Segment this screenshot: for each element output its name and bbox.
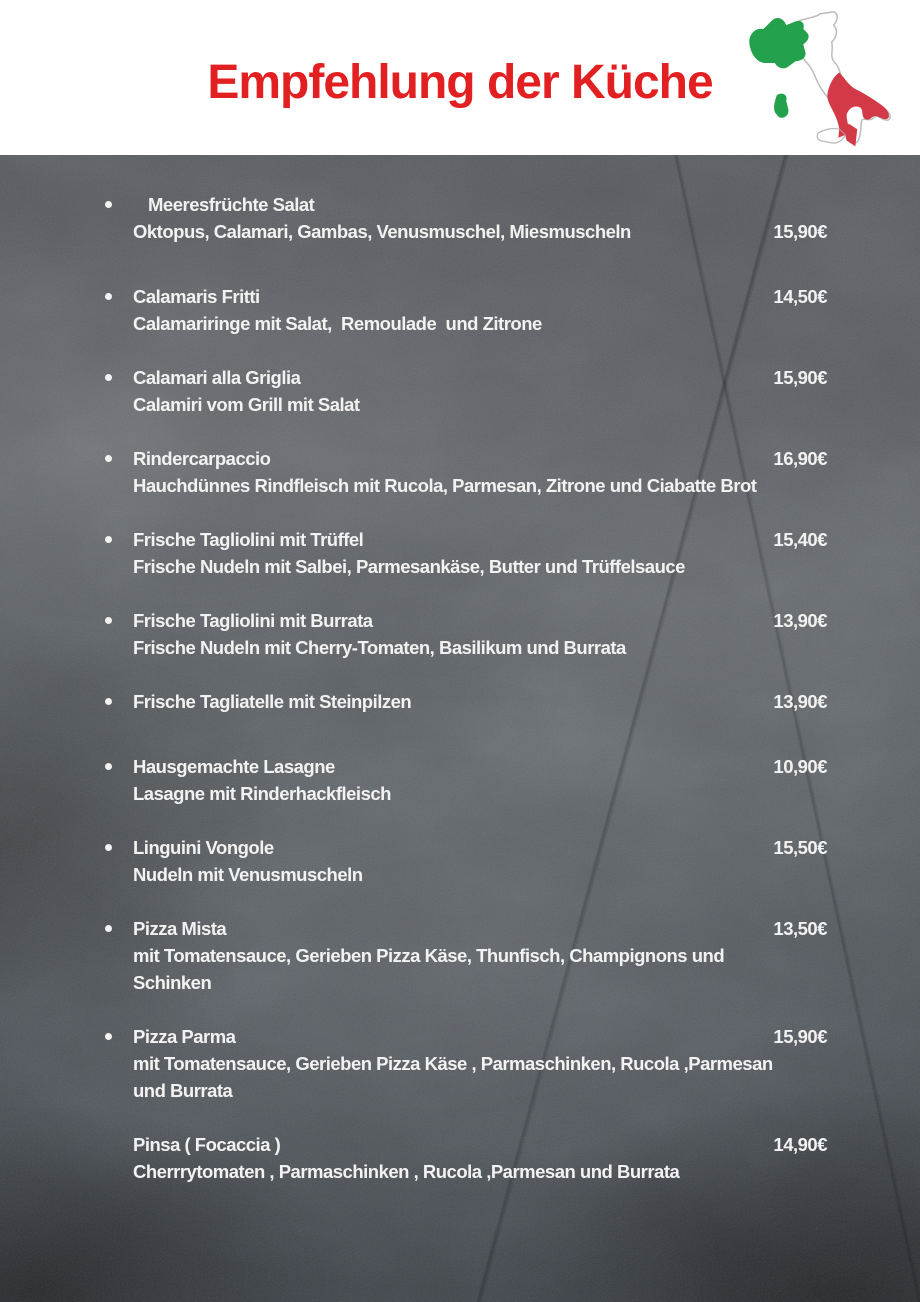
item-desc-line [105, 1050, 827, 1077]
menu-item [105, 364, 827, 418]
item-name: Pizza Parma [133, 1026, 236, 1047]
item-title-line [105, 688, 827, 715]
item-description: Nudeln mit Venusmuscheln [133, 864, 363, 885]
item-description: und Burrata [133, 1080, 233, 1101]
menu-item [105, 753, 827, 807]
item-name: Calamaris Fritti [133, 286, 260, 307]
item-desc-line [105, 861, 827, 888]
item-title-line [105, 915, 827, 942]
item-description: Oktopus, Calamari, Gambas, Venusmuschel, Miesmuscheln [133, 221, 631, 242]
item-desc-line [105, 553, 827, 580]
menu-item [105, 526, 827, 580]
page-title: Empfehlung der Küche [207, 56, 713, 109]
item-description: Calamariringe mit Salat, Remoulade und Zitrone [133, 313, 542, 334]
item-title-line [105, 191, 827, 218]
bullet-icon [105, 1023, 133, 1040]
menu-item [105, 607, 827, 661]
bullet-icon [105, 607, 133, 624]
item-title-line [105, 607, 827, 634]
item-desc-line [105, 310, 827, 337]
item-name: Pizza Mista [133, 918, 227, 939]
item-name: Rindercarpaccio [133, 448, 271, 469]
menu-panel [0, 155, 920, 1302]
item-price: 15,90€ [773, 367, 827, 388]
item-desc-line [105, 391, 827, 418]
item-title-line [105, 834, 827, 861]
item-name: Pinsa ( Focaccia ) [133, 1134, 281, 1155]
item-price: 15,50€ [773, 837, 827, 858]
menu-header [0, 0, 920, 155]
menu-list [0, 155, 920, 1185]
menu-item [105, 915, 827, 996]
bullet-icon [105, 915, 133, 932]
item-desc-line [105, 942, 827, 969]
bullet-icon [105, 191, 133, 208]
item-title-line [105, 364, 827, 391]
item-price: 13,90€ [773, 691, 827, 712]
bullet-icon [105, 834, 133, 851]
menu-item [105, 1023, 827, 1104]
item-desc-line [105, 780, 827, 807]
menu-item [105, 834, 827, 888]
menu-item [105, 445, 827, 499]
item-name: Calamari alla Griglia [133, 367, 301, 388]
item-price: 13,50€ [773, 918, 827, 939]
item-title-line [105, 1023, 827, 1050]
item-name: Frische Tagliatelle mit Steinpilzen [133, 691, 412, 712]
item-title-line [105, 283, 827, 310]
item-title-line [105, 526, 827, 553]
item-name: Frische Tagliolini mit Burrata [133, 610, 373, 631]
menu-item [105, 283, 827, 337]
item-name: Linguini Vongole [133, 837, 274, 858]
item-price: 10,90€ [773, 756, 827, 777]
item-price: 13,90€ [773, 610, 827, 631]
item-desc-line [105, 1077, 827, 1104]
item-description: mit Tomatensauce, Gerieben Pizza Käse , Parmaschinken, Rucola ,Parmesan [133, 1053, 773, 1074]
italy-north-green [749, 18, 808, 68]
item-title-line [105, 753, 827, 780]
bullet-icon [105, 1131, 133, 1148]
item-description: Hauchdünnes Rindfleisch mit Rucola, Parmesan, Zitrone und Ciabatte Brot [133, 475, 757, 496]
item-price: 15,40€ [773, 529, 827, 550]
item-name: Hausgemachte Lasagne [133, 756, 335, 777]
bullet-icon [105, 526, 133, 543]
bullet-icon [105, 688, 133, 705]
bullet-icon [105, 445, 133, 462]
item-desc-line [105, 634, 827, 661]
item-name: Frische Tagliolini mit Trüffel [133, 529, 364, 550]
bullet-icon [105, 283, 133, 300]
item-description: Lasagne mit Rinderhackfleisch [133, 783, 391, 804]
item-desc-line [105, 218, 827, 245]
item-desc-line [105, 472, 827, 499]
bullet-icon [105, 364, 133, 381]
item-description: Calamiri vom Grill mit Salat [133, 394, 360, 415]
item-description: Frische Nudeln mit Salbei, Parmesankäse, Butter und Trüffelsauce [133, 556, 685, 577]
item-price: 15,90€ [773, 1026, 827, 1047]
item-desc-line [105, 969, 827, 996]
item-description: Schinken [133, 972, 212, 993]
item-price: 14,50€ [773, 286, 827, 307]
item-price: 15,90€ [773, 221, 827, 242]
item-price: 14,90€ [773, 1134, 827, 1155]
item-price: 16,90€ [773, 448, 827, 469]
item-title-line [105, 1131, 827, 1158]
item-description: mit Tomatensauce, Gerieben Pizza Käse, Thunfisch, Champignons und [133, 945, 725, 966]
item-name: Meeresfrüchte Salat [148, 194, 315, 215]
menu-item [105, 191, 827, 245]
sardinia-green [774, 94, 788, 118]
bullet-icon [105, 753, 133, 770]
item-title-line [105, 445, 827, 472]
menu-item [105, 1131, 827, 1185]
item-description: Frische Nudeln mit Cherry-Tomaten, Basilikum und Burrata [133, 637, 626, 658]
menu-item [105, 688, 827, 715]
item-desc-line [105, 1158, 827, 1185]
item-description: Cherrrytomaten , Parmaschinken , Rucola ,Parmesan und Burrata [133, 1161, 680, 1182]
italy-map-icon [740, 10, 912, 152]
